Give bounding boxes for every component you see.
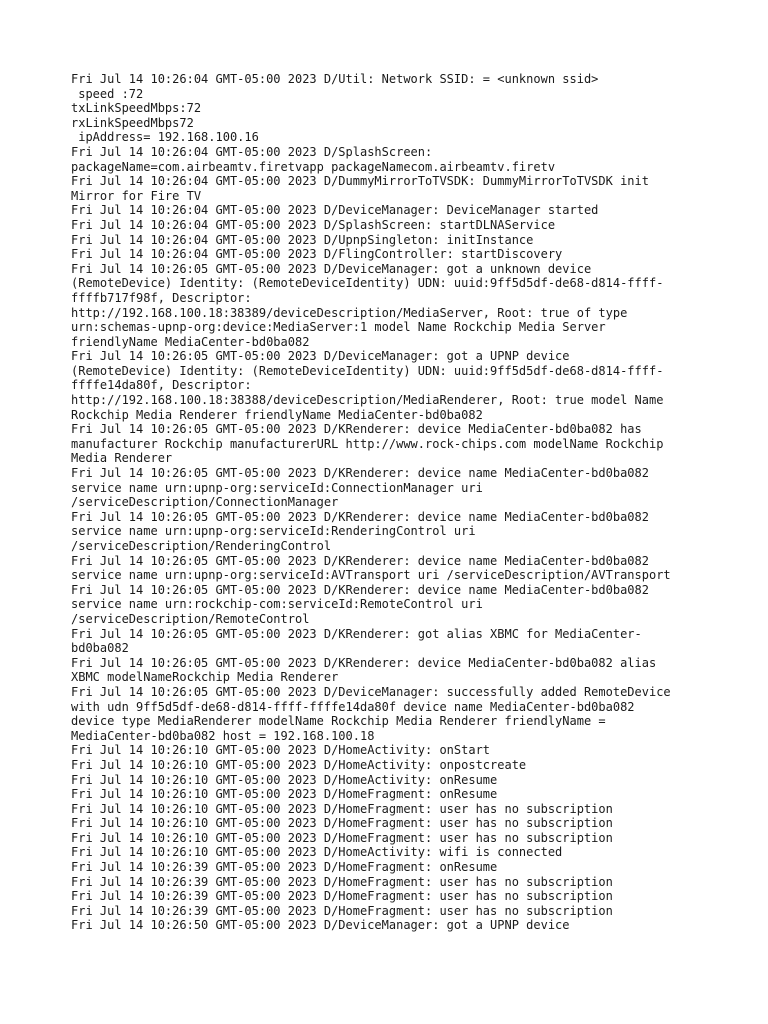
log-line: Fri Jul 14 10:26:10 GMT-05:00 2023 D/HomeFragment: user has no subscription — [71, 816, 613, 831]
log-line: /serviceDescription/ConnectionManager — [71, 495, 339, 510]
log-line: Fri Jul 14 10:26:39 GMT-05:00 2023 D/HomeFragment: onResume — [71, 860, 498, 875]
log-line: Fri Jul 14 10:26:39 GMT-05:00 2023 D/HomeFragment: user has no subscription — [71, 874, 613, 889]
log-line: Fri Jul 14 10:26:04 GMT-05:00 2023 D/DeviceManager: DeviceManager started — [71, 203, 599, 218]
log-line: rxLinkSpeedMbps72 — [71, 115, 194, 130]
log-line: Fri Jul 14 10:26:39 GMT-05:00 2023 D/HomeFragment: user has no subscription — [71, 903, 613, 918]
log-text-block — [71, 72, 711, 933]
log-line: Fri Jul 14 10:26:05 GMT-05:00 2023 D/KRenderer: device name MediaCenter-bd0ba082 — [71, 509, 649, 524]
log-line: Fri Jul 14 10:26:04 GMT-05:00 2023 D/SplashScreen: — [71, 144, 433, 159]
log-line: bd0ba082 — [71, 641, 129, 656]
log-line: Fri Jul 14 10:26:39 GMT-05:00 2023 D/HomeFragment: user has no subscription — [71, 889, 613, 904]
log-line: Fri Jul 14 10:26:10 GMT-05:00 2023 D/HomeActivity: onStart — [71, 743, 491, 758]
log-line: Fri Jul 14 10:26:05 GMT-05:00 2023 D/DeviceManager: got a unknown device — [71, 261, 592, 276]
log-line: urn:schemas-upnp-org:device:MediaServer:1 model Name Rockchip Media Server — [71, 320, 606, 335]
log-line: Fri Jul 14 10:26:50 GMT-05:00 2023 D/DeviceManager: got a UPNP device — [71, 918, 570, 933]
log-line: friendlyName MediaCenter-bd0ba082 — [71, 334, 310, 349]
log-line: http://192.168.100.18:38388/deviceDescription/MediaRenderer, Root: true model Name — [71, 393, 664, 408]
log-line: ffffb717f98f, Descriptor: — [71, 290, 252, 305]
log-line: with udn 9ff5d5df-de68-d814-ffff-ffffe14da80f device name MediaCenter-bd0ba082 — [71, 699, 635, 714]
log-line: Fri Jul 14 10:26:10 GMT-05:00 2023 D/HomeActivity: onResume — [71, 772, 498, 787]
log-line: ffffe14da80f, Descriptor: — [71, 378, 252, 393]
log-line: Fri Jul 14 10:26:04 GMT-05:00 2023 D/UpnpSingleton: initInstance — [71, 232, 534, 247]
log-line: Fri Jul 14 10:26:04 GMT-05:00 2023 D/DummyMirrorToTVSDK: DummyMirrorToTVSDK init — [71, 174, 649, 189]
log-line: txLinkSpeedMbps:72 — [71, 101, 202, 116]
log-line: manufacturer Rockchip manufacturerURL http://www.rock-chips.com modelName Rockchip — [71, 436, 664, 451]
log-line: Fri Jul 14 10:26:04 GMT-05:00 2023 D/SplashScreen: startDLNAService — [71, 217, 556, 232]
log-line: http://192.168.100.18:38389/deviceDescription/MediaServer, Root: true of type — [71, 305, 628, 320]
log-line: (RemoteDevice) Identity: (RemoteDeviceIdentity) UDN: uuid:9ff5d5df-de68-d814-ffff- — [71, 276, 664, 291]
log-line: Media Renderer — [71, 451, 173, 466]
log-line: Fri Jul 14 10:26:05 GMT-05:00 2023 D/KRenderer: device name MediaCenter-bd0ba082 — [71, 553, 649, 568]
log-line: Mirror for Fire TV — [71, 188, 202, 203]
log-line: Fri Jul 14 10:26:05 GMT-05:00 2023 D/DeviceManager: got a UPNP device — [71, 349, 570, 364]
log-line: ipAddress= 192.168.100.16 — [71, 130, 259, 145]
log-line: Fri Jul 14 10:26:05 GMT-05:00 2023 D/KRenderer: device MediaCenter-bd0ba082 alias — [71, 655, 657, 670]
log-line: Fri Jul 14 10:26:10 GMT-05:00 2023 D/HomeFragment: user has no subscription — [71, 801, 613, 816]
log-line: /serviceDescription/RenderingControl — [71, 539, 332, 553]
log-line: Fri Jul 14 10:26:05 GMT-05:00 2023 D/DeviceManager: successfully added RemoteDevice — [71, 684, 671, 699]
log-line: service name urn:upnp-org:serviceId:ConnectionManager uri — [71, 480, 483, 495]
log-line: device type MediaRenderer modelName Rockchip Media Renderer friendlyName = — [71, 714, 606, 729]
log-line: Fri Jul 14 10:26:10 GMT-05:00 2023 D/HomeFragment: onResume — [71, 787, 498, 802]
log-line: service name urn:upnp-org:serviceId:RenderingControl uri — [71, 524, 476, 539]
log-line: /serviceDescription/RemoteControl — [71, 611, 310, 626]
log-line: speed :72 — [71, 86, 144, 101]
log-line: service name urn:upnp-org:serviceId:AVTransport uri /serviceDescription/AVTransport — [71, 568, 671, 583]
log-line: Fri Jul 14 10:26:05 GMT-05:00 2023 D/KRenderer: device MediaCenter-bd0ba082 has — [71, 422, 642, 437]
log-line: Fri Jul 14 10:26:04 GMT-05:00 2023 D/Util: Network SSID: = <unknown ssid> — [71, 72, 599, 86]
log-line: MediaCenter-bd0ba082 host = 192.168.100.18 — [71, 728, 375, 743]
log-line: Fri Jul 14 10:26:10 GMT-05:00 2023 D/HomeActivity: wifi is connected — [71, 845, 563, 860]
log-line: Fri Jul 14 10:26:10 GMT-05:00 2023 D/HomeActivity: onpostcreate — [71, 757, 527, 772]
log-line: XBMC modelNameRockchip Media Renderer — [71, 670, 339, 685]
log-line: packageName=com.airbeamtv.firetvapp packageNamecom.airbeamtv.firetv — [71, 159, 556, 174]
log-line: Fri Jul 14 10:26:05 GMT-05:00 2023 D/KRenderer: device name MediaCenter-bd0ba082 — [71, 582, 649, 597]
log-line: Fri Jul 14 10:26:10 GMT-05:00 2023 D/HomeFragment: user has no subscription — [71, 830, 613, 845]
log-line: service name urn:rockchip-com:serviceId:RemoteControl uri — [71, 597, 483, 612]
log-line: Rockchip Media Renderer friendlyName MediaCenter-bd0ba082 — [71, 407, 483, 422]
log-line: (RemoteDevice) Identity: (RemoteDeviceIdentity) UDN: uuid:9ff5d5df-de68-d814-ffff- — [71, 363, 664, 378]
log-line: Fri Jul 14 10:26:05 GMT-05:00 2023 D/KRenderer: got alias XBMC for MediaCenter- — [71, 626, 642, 641]
log-line: Fri Jul 14 10:26:05 GMT-05:00 2023 D/KRenderer: device name MediaCenter-bd0ba082 — [71, 466, 649, 481]
log-line: Fri Jul 14 10:26:04 GMT-05:00 2023 D/FlingController: startDiscovery — [71, 247, 563, 262]
